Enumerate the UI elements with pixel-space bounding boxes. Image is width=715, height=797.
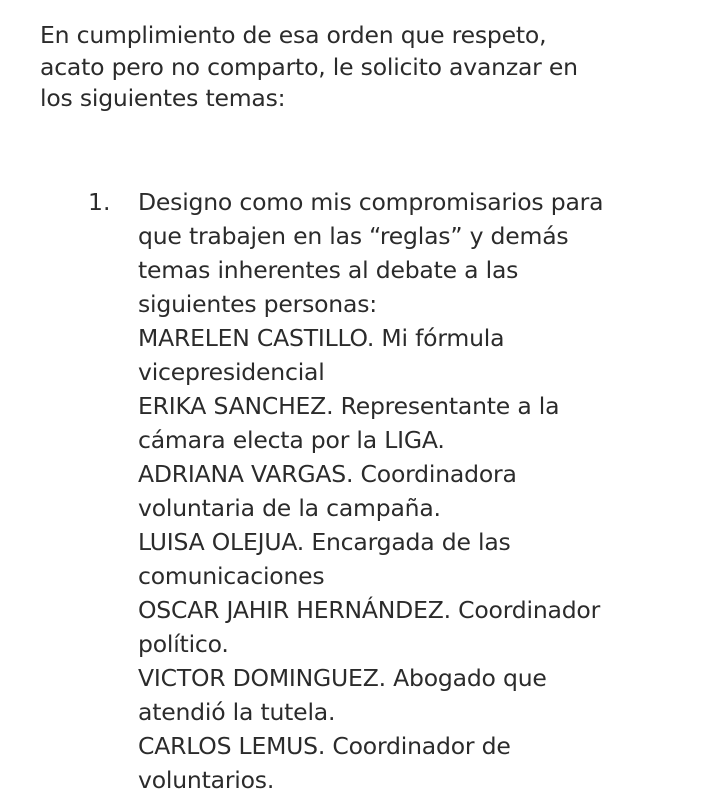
- item-line: temas inherentes al debate a las: [138, 256, 519, 284]
- item-line: CARLOS LEMUS. Coordinador de: [138, 732, 511, 760]
- item-line: cámara electa por la LIGA.: [138, 426, 445, 454]
- item-line: comunicaciones: [138, 562, 325, 590]
- intro-line: los siguientes temas:: [40, 84, 286, 112]
- item-line: político.: [138, 630, 229, 658]
- item-line: ADRIANA VARGAS. Coordinadora: [138, 460, 517, 488]
- intro-paragraph: [40, 20, 700, 115]
- item-line: LUISA OLEJUA. Encargada de las: [138, 528, 511, 556]
- item-line: voluntarios.: [138, 766, 275, 794]
- item-line: voluntaria de la campaña.: [138, 494, 441, 522]
- item-line: Designo como mis compromisarios para: [138, 188, 604, 216]
- item-line: OSCAR JAHIR HERNÁNDEZ. Coordinador: [138, 596, 601, 624]
- list-item-text: [138, 185, 708, 797]
- item-line: vicepresidencial: [138, 358, 325, 386]
- item-line: atendió la tutela.: [138, 698, 336, 726]
- item-line: ERIKA SANCHEZ. Representante a la: [138, 392, 560, 420]
- item-line: que trabajen en las “reglas” y demás: [138, 222, 569, 250]
- item-line: MARELEN CASTILLO. Mi fórmula: [138, 324, 505, 352]
- intro-line: En cumplimiento de esa orden que respeto,: [40, 21, 547, 49]
- item-line: VICTOR DOMINGUEZ. Abogado que: [138, 664, 547, 692]
- list-item-number: 1.: [88, 188, 111, 216]
- intro-line: acato pero no comparto, le solicito avanzar en: [40, 52, 578, 81]
- item-line: siguientes personas:: [138, 290, 377, 318]
